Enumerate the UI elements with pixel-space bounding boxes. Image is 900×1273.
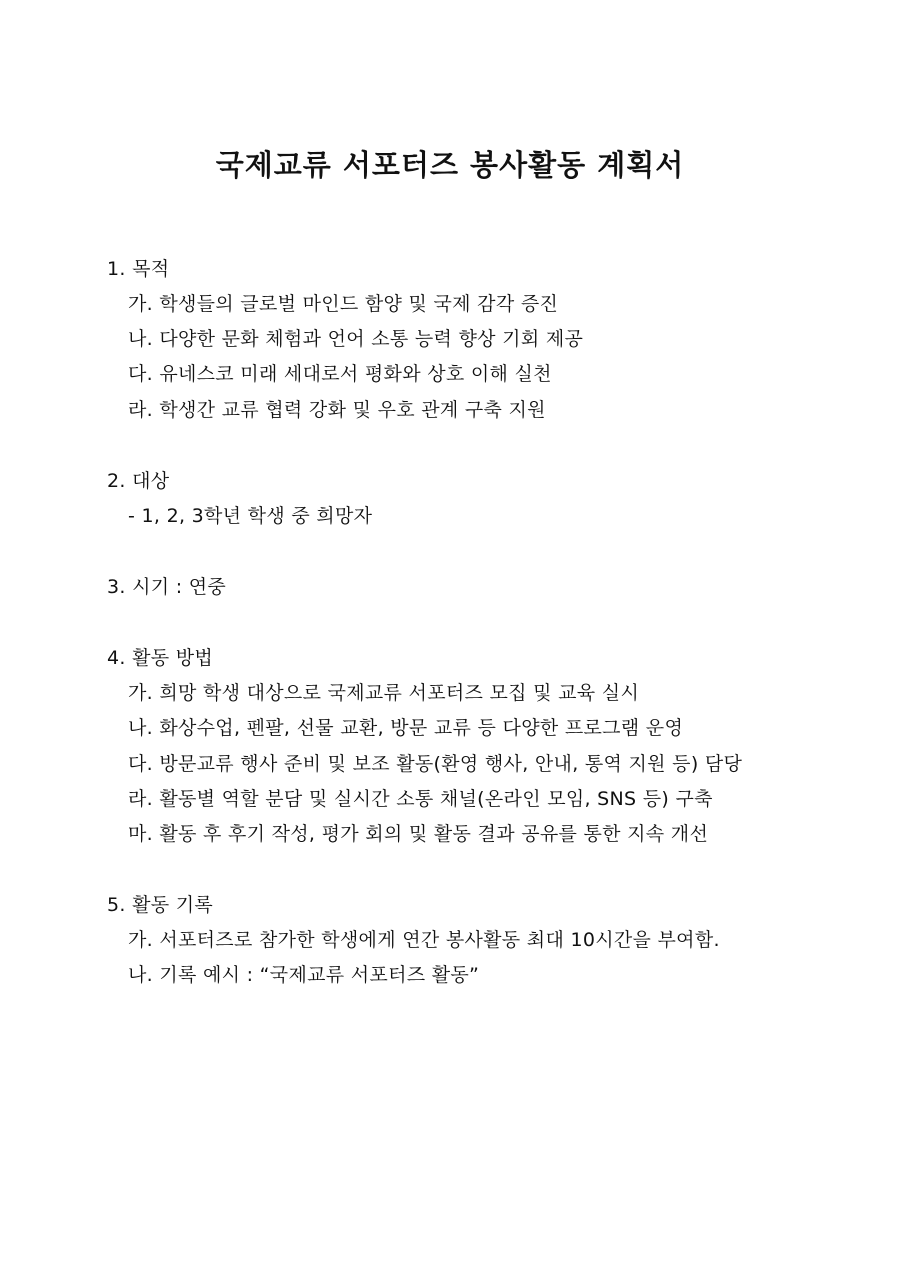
section-heading-period: 3. 시기 : 연중 xyxy=(107,576,227,598)
list-item: 가. 서포터즈로 참가한 학생에게 연간 봉사활동 최대 10시간을 부여함. xyxy=(128,929,720,951)
list-item: 다. 방문교류 행사 준비 및 보조 활동(환영 행사, 안내, 통역 지원 등) 담당 xyxy=(128,753,743,775)
list-item: 마. 활동 후 후기 작성, 평가 회의 및 활동 결과 공유를 통한 지속 개선 xyxy=(128,823,709,845)
list-item: 라. 활동별 역할 분담 및 실시간 소통 채널(온라인 모임, SNS 등) 구축 xyxy=(128,788,713,810)
list-item: 가. 희망 학생 대상으로 국제교류 서포터즈 모집 및 교육 실시 xyxy=(128,682,640,704)
section-heading-target: 2. 대상 xyxy=(107,470,170,492)
page-title: 국제교류 서포터즈 봉사활동 계획서 xyxy=(215,148,685,182)
list-item: 나. 다양한 문화 체험과 언어 소통 능력 향상 기회 제공 xyxy=(128,328,584,350)
list-item: 다. 유네스코 미래 세대로서 평화와 상호 이해 실천 xyxy=(128,363,552,385)
section-heading-record: 5. 활동 기록 xyxy=(107,894,214,916)
list-item: 나. 기록 예시 : “국제교류 서포터즈 활동” xyxy=(128,964,480,986)
section-heading-method: 4. 활동 방법 xyxy=(107,647,214,669)
section-heading-purpose: 1. 목적 xyxy=(107,258,170,280)
list-item: 가. 학생들의 글로벌 마인드 함양 및 국제 감각 증진 xyxy=(128,293,559,315)
list-item: 나. 화상수업, 펜팔, 선물 교환, 방문 교류 등 다양한 프로그램 운영 xyxy=(128,717,684,739)
list-item: - 1, 2, 3학년 학생 중 희망자 xyxy=(128,505,373,527)
list-item: 라. 학생간 교류 협력 강화 및 우호 관계 구축 지원 xyxy=(128,399,546,421)
